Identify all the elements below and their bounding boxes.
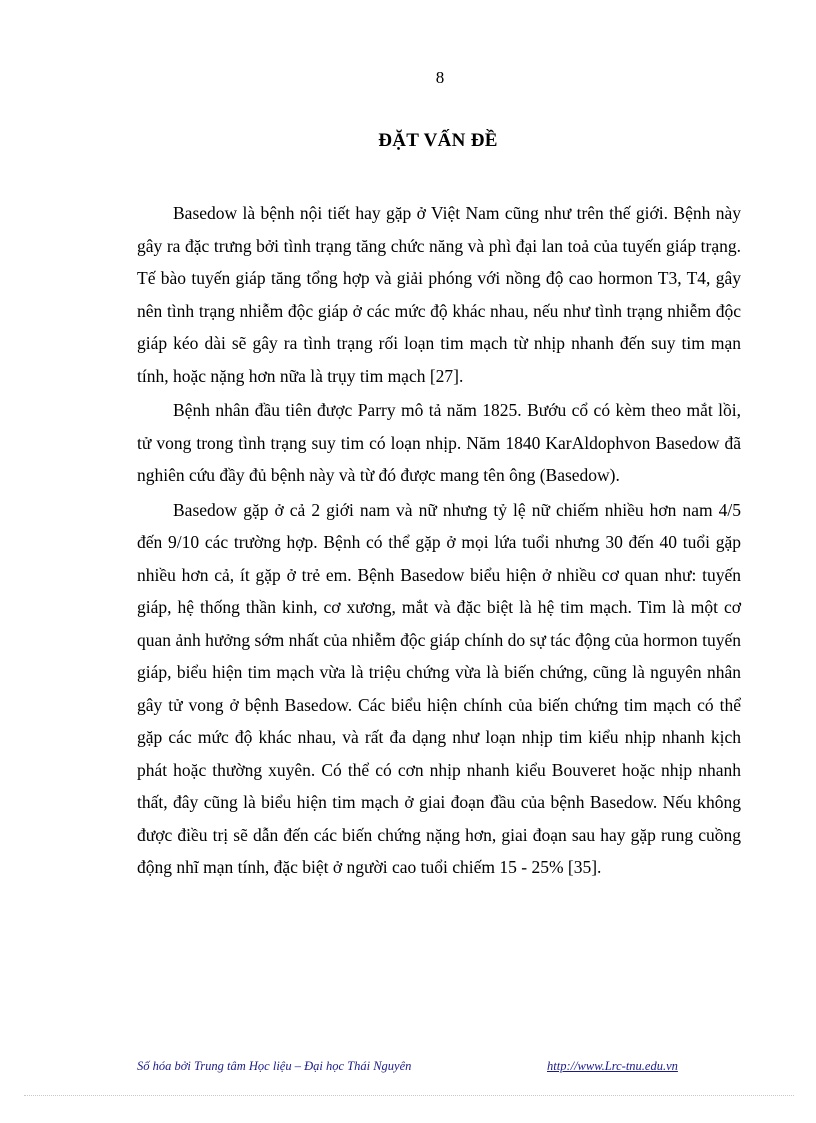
footer-link[interactable]: http://www.Lrc-tnu.edu.vn	[547, 1059, 678, 1073]
paragraph-history: Bệnh nhân đầu tiên được Parry mô tả năm 1825. Bướu cổ có kèm theo mắt lồi, tử vong trong tình trạng suy tim có loạn nhịp. Năm 1840 KarAldophvon Basedow đã nghiên cứu đầy đủ bệnh này và từ đó được mang tên ông (Basedow).	[137, 400, 741, 485]
paragraph-intro: Basedow là bệnh nội tiết hay gặp ở Việt Nam cũng như trên thế giới. Bệnh này gây ra đặc trưng bởi tình trạng tăng chức năng và phì đại lan toả của tuyến giáp trạng. Tế bào tuyến giáp tăng tổng hợp và giải phóng với nồng độ cao hormon T3, T4, gây nên tình trạng nhiễm độc giáp ở các mức độ khác nhau, nếu như tình trạng nhiễm độc giáp kéo dài sẽ gây ra tình trạng rối loạn tim mạch từ nhịp nhanh đến suy tim mạn tính, hoặc nặng hơn nữa là trụy tim mạch [27].	[137, 203, 741, 386]
page-number: 8	[435, 68, 445, 87]
paragraph-epidemiology: Basedow gặp ở cả 2 giới nam và nữ nhưng tỷ lệ nữ chiếm nhiều hơn nam 4/5 đến 9/10 các trường hợp. Bệnh có thể gặp ở mọi lứa tuổi nhưng 30 đến 40 tuổi gặp nhiều hơn cả, ít gặp ở trẻ em. Bệnh Basedow biểu hiện ở nhiều cơ quan như: tuyến giáp, hệ thống thần kinh, cơ xương, mắt và đặc biệt là hệ tim mạch. Tim là một cơ quan ảnh hưởng sớm nhất của nhiễm độc giáp chính do sự tác động của hormon tuyến giáp, biểu hiện tim mạch vừa là triệu chứng vừa là biến chứng, cũng là nguyên nhân gây tử vong ở bệnh Basedow. Các biểu hiện chính của biến chứng tim mạch có thể gặp các mức độ khác nhau, và rất đa dạng như loạn nhịp tim kiểu nhịp nhanh kịch phát hoặc thường xuyên. Có thể có cơn nhịp nhanh kiểu Bouveret hoặc nhịp nhanh thất, đây cũng là biểu hiện tim mạch ở giai đoạn đầu của bệnh Basedow. Nếu không được điều trị sẽ dẫn đến các biến chứng nặng hơn, giai đoạn sau hay gặp rung cuồng động nhĩ mạn tính, đặc biệt ở người cao tuổi chiếm 15 - 25% [35].	[137, 499, 741, 877]
page-title: ĐẶT VẤN ĐỀ	[378, 130, 498, 151]
page-bottom-divider	[24, 1095, 794, 1096]
document-body	[137, 197, 741, 884]
footer-source: Số hóa bởi Trung tâm Học liệu – Đại học Thái Nguyên	[137, 1059, 412, 1073]
